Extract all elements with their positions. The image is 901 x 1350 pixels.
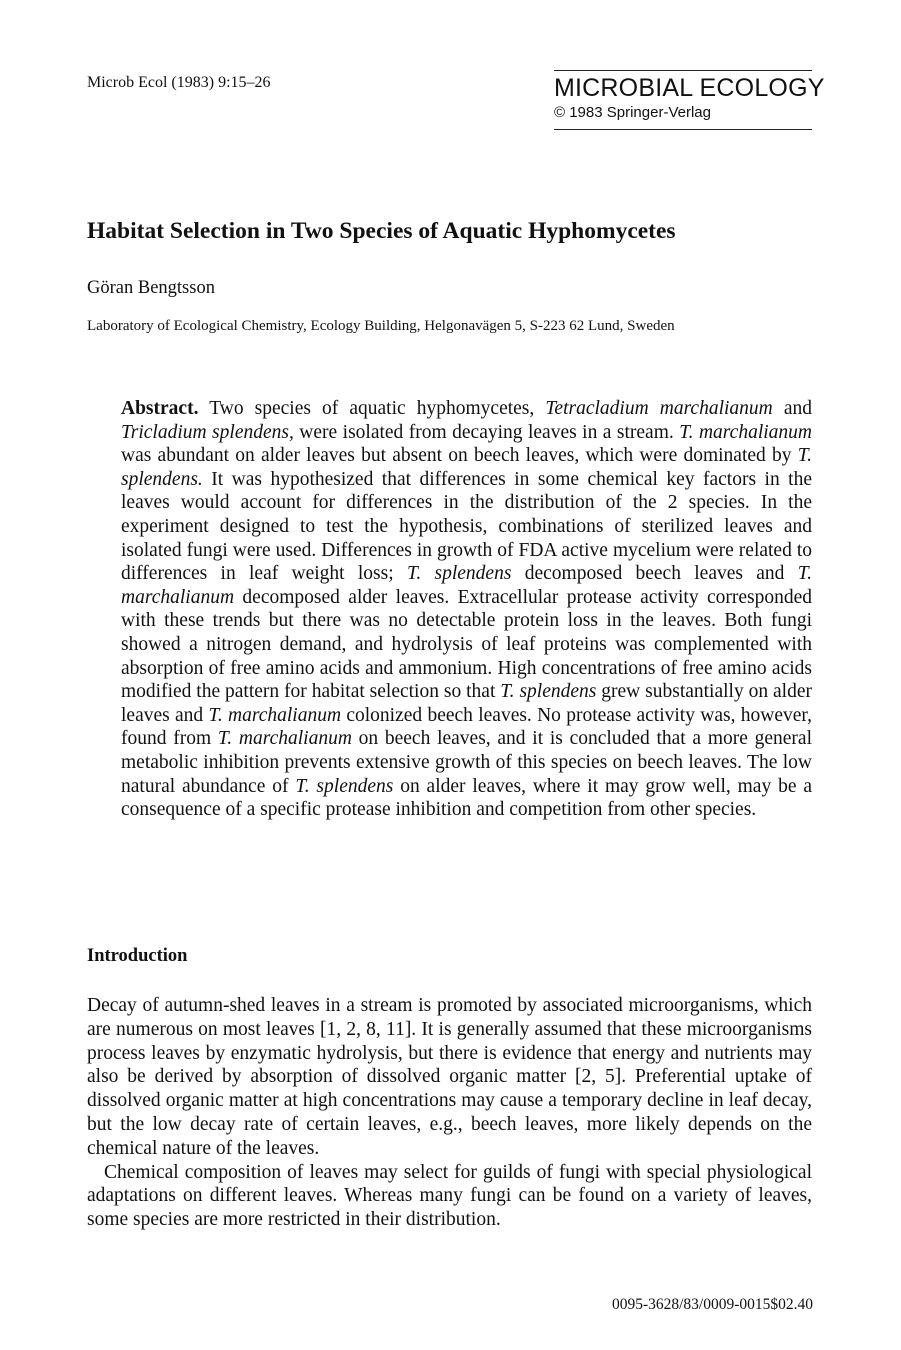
- introduction-paragraph: Decay of autumn-shed leaves in a stream is promoted by associated microorganisms, which are numerous on most leaves [1, 2, 8, 11]. It is generally assumed that these microorganisms process leaves by enzymatic hydrolysis, but there is evidence that energy and nutrients may also be derived by absorption of dissolved organic matter [2, 5]. Preferential uptake of dissolved organic matter at high concentrations may cause a temporary decline in leaf decay, but the low decay rate of certain leaves, e.g., beech leaves, more likely depends on the chemical nature of the leaves.: [87, 995, 812, 1159]
- abstract-segment: decomposed beech leaves and: [511, 563, 798, 585]
- abstract-segment: It was hypothesized that differences in some chemical key factors in the leaves would account for differences in the distribution of the 2 species. In the experiment designed to test the hypothesis, combinations of sterilized leaves and isolated fungi were used. Differences in growth of FDA active mycelium were related to differences in leaf weight loss;: [121, 468, 812, 585]
- species-name: T. splendens.: [121, 445, 812, 490]
- article-title: Habitat Selection in Two Species of Aquatic Hyphomycetes: [87, 218, 676, 244]
- abstract-segment: decomposed alder leaves. Extracellular protease activity corresponded with these trends but there was no detectable protein loss in the leaves. Both fungi showed a nitrogen demand, and hydrolysis of leaf proteins was complemented with absorption of free amino acids and ammonium. High concentrations of free amino acids modified the pattern for habitat selection so that: [121, 586, 812, 703]
- abstract-text: [121, 398, 812, 820]
- journal-masthead: [554, 70, 825, 130]
- masthead-top-rule: [554, 70, 812, 71]
- journal-citation: Microb Ecol (1983) 9:15–26: [87, 74, 271, 91]
- species-name: T. splendens: [500, 681, 597, 703]
- species-name: T. splendens: [406, 563, 512, 585]
- species-name: T. splendens: [295, 775, 394, 797]
- species-name: T. marchalianum: [121, 563, 812, 608]
- species-name: T. marchalianum: [208, 704, 342, 726]
- abstract-segment: grew substantially on alder leaves and: [121, 681, 812, 726]
- abstract-segment: were isolated from decaying leaves in a stream.: [293, 421, 680, 443]
- author-name: Göran Bengtsson: [87, 278, 215, 298]
- copyright-line: © 1983 Springer-Verlag: [554, 104, 711, 121]
- author-affiliation: Laboratory of Ecological Chemistry, Ecology Building, Helgonavägen 5, S-223 62 Lund, Sweden: [87, 318, 675, 334]
- abstract-segment: on alder leaves, where it may grow well, may be a consequence of a specific protease inhibition and competition from other species.: [121, 775, 812, 821]
- abstract-segment: was abundant on alder leaves but absent on beech leaves, which were dominated by: [121, 445, 798, 467]
- section-heading-introduction: Introduction: [87, 946, 188, 966]
- masthead-bottom-rule: [554, 129, 812, 130]
- abstract-segment: Two species of aquatic hyphomycetes,: [209, 398, 546, 419]
- abstract-label: Abstract.: [121, 398, 199, 419]
- introduction-paragraph: Chemical composition of leaves may select for guilds of fungi with special physiological adaptations on different leaves. Whereas many fungi can be found on a variety of leaves, some species are more restricted in their distribution.: [87, 1161, 812, 1231]
- journal-name: MICROBIAL ECOLOGY: [554, 74, 825, 102]
- species-name: T. marchalianum: [679, 421, 812, 443]
- article-code: 0095-3628/83/0009-0015$02.40: [611, 1296, 813, 1313]
- abstract: [121, 397, 812, 822]
- species-name: Tricladium splendens,: [121, 421, 294, 443]
- abstract-segment: on beech leaves, and it is concluded that a more general metabolic inhibition prevents extensive growth of this species on beech leaves. The low natural abundance of: [121, 728, 813, 797]
- introduction-body: [87, 994, 812, 1232]
- abstract-segment: colonized beech leaves. No protease activity was, however, found from: [121, 704, 812, 750]
- abstract-segment: and: [772, 398, 813, 419]
- species-name: T. marchalianum: [217, 728, 352, 750]
- species-name: Tetracladium marchalianum: [545, 398, 773, 419]
